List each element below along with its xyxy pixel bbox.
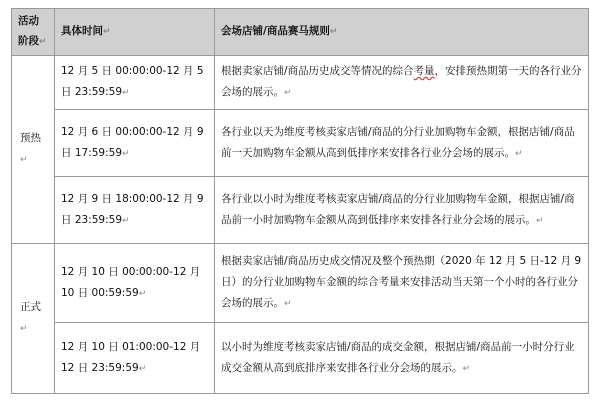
header-phase-text: 活动阶段	[18, 15, 39, 48]
rule-text-part: ，安排预热期第一天的各行业分会场的展示。	[221, 64, 582, 98]
rule-text: 各行业以天为维度考核卖家店铺/商品的分行业加购物车金额，根据店铺/商品前一天加购物车金额从高到低排序来安排各行业分会场的展示。	[221, 125, 575, 159]
header-phase: 活动阶段↵	[12, 9, 55, 56]
phase-cell-formal: 正式↵	[12, 244, 55, 394]
rules-table-container	[11, 8, 589, 394]
rule-cell: 各行业以小时为维度考核卖家店铺/商品的分行业加购物车金额，根据店铺/商品前一小时加购物车金额从高到低排序来安排各行业分会场的展示。↵	[215, 177, 589, 244]
time-text: 12 月 9 日 18:00:00-12 月 9 日 23:59:59	[61, 192, 204, 226]
rule-text: 各行业以小时为维度考核卖家店铺/商品的分行业加购物车金额，根据店铺/商品前一小时加购物车金额从高到低排序来安排各行业分会场的展示。	[221, 192, 575, 226]
time-cell: 12 月 5 日 00:00:00-12 月 5 日 23:59:59↵	[55, 55, 215, 110]
rule-cell: 各行业以天为维度考核卖家店铺/商品的分行业加购物车金额，根据店铺/商品前一天加购物车金额从高到低排序来安排各行业分会场的展示。↵	[215, 110, 589, 177]
time-cell: 12 月 10 日 00:00:00-12 月 10 日 00:59:59↵	[55, 244, 215, 323]
table-row	[12, 177, 589, 244]
table-row	[12, 323, 589, 394]
phase-text: 正式	[20, 301, 41, 313]
rule-cell: 根据卖家店铺/商品历史成交情况及整个预热期（2020 年 12 月 5 日-12 月 9 日）的分行业加购物车金额的综合考量来安排活动当天第一个小时的各行业分会场的展示。↵	[215, 244, 589, 323]
time-text: 12 月 5 日 00:00:00-12 月 5 日 23:59:59	[61, 64, 204, 98]
rule-text-highlight: 考量	[413, 64, 435, 77]
header-rules-text: 会场店铺/商品赛马规则	[221, 24, 330, 37]
header-rules: 会场店铺/商品赛马规则↵	[215, 9, 589, 56]
rule-text: 以小时为维度考核卖家店铺/商品的成交金额，根据店铺/商品前一小时分行业成交金额从高到底排序来安排各行业分会场的展示。	[221, 340, 575, 374]
time-text: 12 月 6 日 00:00:00-12 月 9 日 17:59:59	[61, 125, 204, 159]
phase-text: 预热	[20, 131, 41, 144]
rule-text: 根据卖家店铺/商品历史成交情况及整个预热期（2020 年 12 月 5 日-12 月 9 日）的分行业加购物车金额的综合考量来安排活动当天第一个小时的各行业分会场的展示。	[221, 255, 581, 310]
table-row	[12, 110, 589, 177]
phase-cell-preheat: 预热↵	[12, 55, 55, 243]
rule-text-part: 根据卖家店铺/商品历史成交等情况的综合	[221, 64, 414, 77]
rule-cell: 以小时为维度考核卖家店铺/商品的成交金额，根据店铺/商品前一小时分行业成交金额从高到底排序来安排各行业分会场的展示。↵	[215, 323, 589, 394]
table-row	[12, 55, 589, 110]
header-time-text: 具体时间	[61, 24, 103, 37]
time-text: 12 月 10 日 01:00:00-12 月 12 日 23:59:59	[61, 340, 201, 374]
time-cell: 12 月 9 日 18:00:00-12 月 9 日 23:59:59↵	[55, 177, 215, 244]
rules-table	[11, 8, 589, 394]
table-header-row	[12, 9, 589, 56]
time-cell: 12 月 6 日 00:00:00-12 月 9 日 17:59:59↵	[55, 110, 215, 177]
table-row	[12, 244, 589, 323]
rule-cell: 根据卖家店铺/商品历史成交等情况的综合考量，安排预热期第一天的各行业分会场的展示。↵	[215, 55, 589, 110]
header-time: 具体时间↵	[55, 9, 215, 56]
time-cell: 12 月 10 日 01:00:00-12 月 12 日 23:59:59↵	[55, 323, 215, 394]
time-text: 12 月 10 日 00:00:00-12 月 10 日 00:59:59	[61, 265, 201, 299]
